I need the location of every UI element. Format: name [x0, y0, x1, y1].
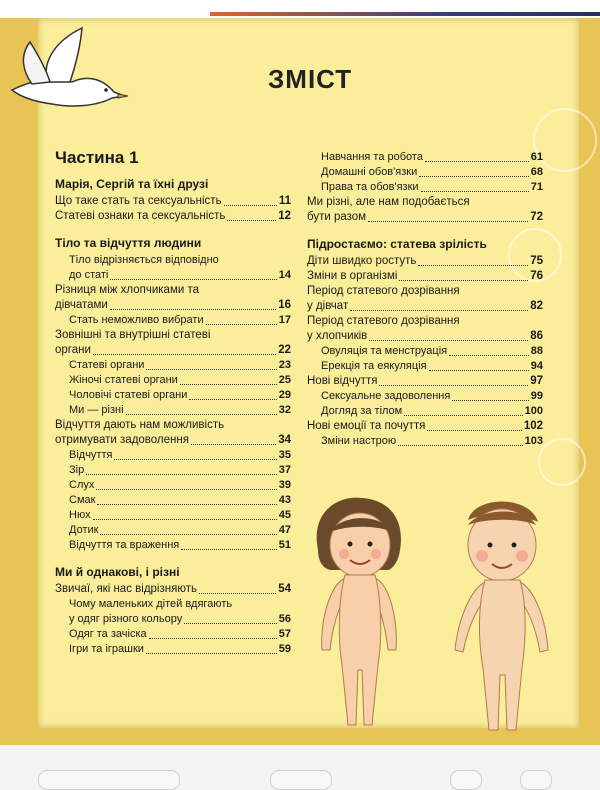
- entry-line1: Ми різні, але нам подобається: [307, 196, 470, 208]
- section-title: Підростаємо: статева зрілість: [307, 237, 487, 251]
- entry-title: Нові емоції та почуття: [307, 420, 426, 432]
- entry-title: Домашні обов'язки: [321, 166, 418, 178]
- toc-entry[interactable]: [55, 298, 291, 313]
- toc-entry[interactable]: [55, 448, 291, 463]
- entry-title: Ми — різні: [69, 404, 124, 416]
- toc-entry[interactable]: [307, 210, 543, 225]
- page-number: 11: [278, 195, 291, 207]
- color-bar: [210, 12, 600, 16]
- entry-title: Догляд за тілом: [321, 405, 403, 417]
- page-number: 17: [278, 314, 291, 326]
- page-number: 71: [530, 181, 543, 193]
- page-number: 54: [278, 583, 291, 595]
- page-number: 47: [278, 524, 291, 536]
- top-strip: [0, 0, 600, 18]
- entry-title: у хлопчиків: [307, 330, 368, 342]
- entry-title: Жіночі статеві органи: [69, 374, 178, 386]
- toc-entry[interactable]: [55, 538, 291, 553]
- entry-title: Чоловічі статеві органи: [69, 389, 188, 401]
- page-number: 61: [530, 151, 543, 163]
- page-number: 14: [278, 269, 291, 281]
- entry-title: Статеві органи: [69, 359, 145, 371]
- bottom-chip[interactable]: [520, 770, 552, 790]
- page-number: 12: [278, 210, 291, 222]
- entry-title: Слух: [69, 479, 95, 491]
- page-number: 45: [278, 509, 291, 521]
- section-title: Марія, Сергій та їхні друзі: [55, 177, 209, 191]
- entry-title: Смак: [69, 494, 96, 506]
- children-illustration: [300, 490, 560, 735]
- entry-line1: Чому маленьких дітей вдягають: [69, 598, 233, 610]
- entry-line1: Різниця між хлопчиками та: [55, 284, 199, 296]
- toc-entry[interactable]: [307, 359, 543, 374]
- entry-line1: Період статевого дозрівання: [307, 285, 460, 297]
- toc-entry[interactable]: [307, 404, 543, 419]
- toc-left-column: [55, 150, 291, 657]
- page-number: 103: [524, 435, 543, 447]
- entry-title: у одяг різного кольору: [69, 613, 183, 625]
- entry-title: Зір: [69, 464, 85, 476]
- entry-title: Діти швидко ростуть: [307, 255, 417, 267]
- decor-circle: [538, 438, 586, 486]
- page-number: 76: [530, 270, 543, 282]
- page-number: 16: [278, 299, 291, 311]
- entry-title: Відчуття: [69, 449, 113, 461]
- page-number: 35: [278, 449, 291, 461]
- page-number: 29: [278, 389, 291, 401]
- entry-line1: Відчуття дають нам можливість: [55, 419, 225, 431]
- toc-entry[interactable]: [307, 419, 543, 434]
- section-title: Ми й однакові, і різні: [55, 565, 180, 579]
- toc-entry[interactable]: [55, 478, 291, 493]
- page-number: 34: [278, 434, 291, 446]
- toc-entry[interactable]: [55, 627, 291, 642]
- page-number: 86: [530, 330, 543, 342]
- entry-title: бути разом: [307, 211, 367, 223]
- entry-title: Ерекція та еякуляція: [321, 360, 427, 372]
- page-title: ЗМІСТ: [268, 64, 353, 94]
- entry-title: Права та обов'язки: [321, 181, 419, 193]
- toc-entry[interactable]: [55, 268, 291, 283]
- page-number: 99: [530, 390, 543, 402]
- page-number: 56: [278, 613, 291, 625]
- entry-title: Зміни в організмі: [307, 270, 398, 282]
- page-number: 59: [278, 643, 291, 655]
- entry-title: Що таке стать та сексуальність: [55, 195, 222, 207]
- entry-line1: Період статевого дозрівання: [307, 315, 460, 327]
- page-number: 43: [278, 494, 291, 506]
- toc-entry[interactable]: [307, 344, 543, 359]
- toc-entry[interactable]: [55, 313, 291, 328]
- toc-entry[interactable]: [307, 374, 543, 389]
- toc-entry[interactable]: [55, 612, 291, 627]
- page-number: 25: [278, 374, 291, 386]
- entry-title: Відчуття та враження: [69, 539, 180, 551]
- toc-entry[interactable]: [307, 150, 543, 165]
- bottom-chip[interactable]: [450, 770, 482, 790]
- bottom-chip[interactable]: [270, 770, 332, 790]
- section-title: Тіло та відчуття людини: [55, 236, 202, 250]
- page-number: 22: [278, 344, 291, 356]
- toc-entry[interactable]: [307, 329, 543, 344]
- page-number: 82: [530, 300, 543, 312]
- toc-entry[interactable]: [307, 180, 543, 195]
- page-number: 72: [530, 211, 543, 223]
- boy-figure: [455, 501, 548, 730]
- entry-title: Сексуальне задоволення: [321, 390, 451, 402]
- entry-title: органи: [55, 344, 91, 356]
- page-number: 94: [530, 360, 543, 372]
- entry-title: у дівчат: [307, 300, 349, 312]
- toc-entry[interactable]: [307, 389, 543, 404]
- page-number: 75: [530, 255, 543, 267]
- bottom-chip[interactable]: [38, 770, 180, 790]
- entry-title: Ігри та іграшки: [69, 643, 144, 655]
- toc-entry[interactable]: [55, 508, 291, 523]
- toc-entry[interactable]: [55, 343, 291, 358]
- entry-title: Нові відчуття: [307, 375, 378, 387]
- toc-right-column: [307, 150, 543, 449]
- entry-line1: Зовнішні та внутрішні статеві: [55, 329, 211, 341]
- page-number: 39: [278, 479, 291, 491]
- toc-entry[interactable]: [55, 493, 291, 508]
- page-number: 23: [278, 359, 291, 371]
- toc-entry[interactable]: [55, 194, 291, 209]
- page-number: 57: [278, 628, 291, 640]
- page-number: 37: [278, 464, 291, 476]
- toc-entry[interactable]: [55, 523, 291, 538]
- entry-title: до статі: [69, 269, 109, 281]
- page-number: 32: [278, 404, 291, 416]
- toc-entry[interactable]: [55, 433, 291, 448]
- toc-entry[interactable]: [55, 642, 291, 657]
- entry-line1: Тіло відрізняється відповідно: [69, 254, 219, 266]
- toc-entry[interactable]: [55, 209, 291, 224]
- entry-title: Навчання та робота: [321, 151, 423, 163]
- toc-entry[interactable]: [307, 299, 543, 314]
- page-number: 88: [530, 345, 543, 357]
- entry-title: Овуляція та менструація: [321, 345, 448, 357]
- entry-title: Звичаї, які нас відрізняють: [55, 583, 197, 595]
- entry-title: дівчатами: [55, 299, 108, 311]
- page-number: 102: [523, 420, 543, 432]
- toc-entry[interactable]: [55, 582, 291, 597]
- entry-title: отримувати задоволення: [55, 434, 189, 446]
- toc-entry[interactable]: [307, 254, 543, 269]
- entry-title: Нюх: [69, 509, 91, 521]
- girl-figure: [317, 498, 401, 725]
- part-title: Частина 1: [55, 148, 139, 167]
- toc-entry[interactable]: [307, 434, 543, 449]
- page-number: 100: [524, 405, 543, 417]
- toc-entry[interactable]: [55, 403, 291, 418]
- toc-entry[interactable]: [55, 373, 291, 388]
- toc-entry[interactable]: [55, 388, 291, 403]
- page-number: 68: [530, 166, 543, 178]
- toc-entry[interactable]: [307, 269, 543, 284]
- entry-title: Стать неможливо вибрати: [69, 314, 204, 326]
- toc-entry[interactable]: [55, 358, 291, 373]
- entry-title: Дотик: [69, 524, 99, 536]
- entry-title: Статеві ознаки та сексуальність: [55, 210, 226, 222]
- dove-icon: [2, 20, 132, 120]
- toc-entry[interactable]: [307, 165, 543, 180]
- page-number: 97: [530, 375, 543, 387]
- page-number: 51: [278, 539, 291, 551]
- entry-title: Одяг та зачіска: [69, 628, 147, 640]
- toc-entry[interactable]: [55, 463, 291, 478]
- entry-title: Зміни настрою: [321, 435, 397, 447]
